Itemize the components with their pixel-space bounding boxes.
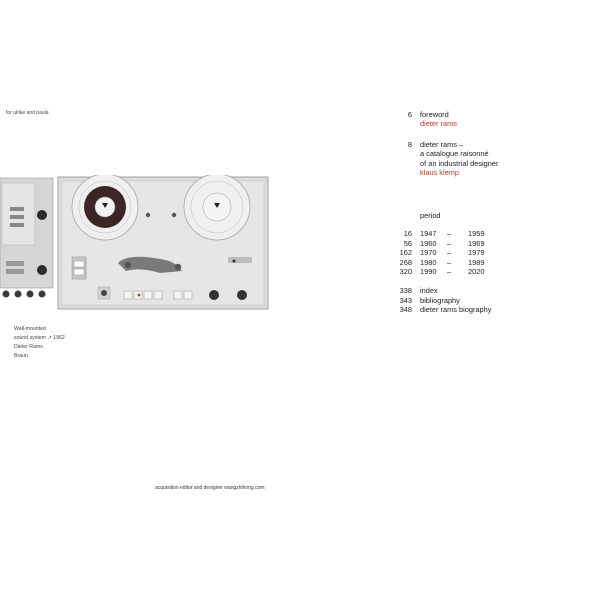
dedication: for ulrike and paula [6, 110, 49, 116]
left-speaker-unit [0, 178, 53, 298]
period-end: 1969 [468, 238, 485, 248]
toc-title: foreword [420, 110, 449, 119]
period-start: 1947 [420, 229, 437, 238]
photo-caption [14, 325, 65, 361]
period-dash: – [447, 257, 452, 267]
toc-page-number: 16 [403, 229, 412, 238]
period-start: 1970 [420, 248, 437, 257]
period-dash: – [447, 238, 452, 248]
toc-title: of an industrial designer [420, 158, 499, 168]
period-end: 1979 [468, 248, 485, 257]
toc-author: dieter rams [420, 119, 457, 129]
period-dash: – [447, 248, 452, 257]
caption-line: Wall-mounted [14, 326, 46, 332]
tape-recorder-unit [58, 175, 268, 309]
period-dash: – [447, 267, 452, 276]
toc-title: index [420, 286, 438, 295]
toc-page-number: 343 [399, 295, 412, 305]
toc-page-number: 348 [399, 305, 412, 314]
period-end: 2020 [468, 267, 485, 276]
period-heading: period [420, 211, 441, 220]
period-end: 1989 [468, 257, 485, 267]
period-start: 1980 [420, 257, 437, 267]
toc-page-number: 6 [407, 110, 412, 119]
toc-title: dieter rams – [420, 140, 464, 149]
toc-title: dieter rams biography [420, 305, 492, 314]
period-end: 1959 [468, 229, 485, 238]
colophon-credit: acquisition editor and designer wangzhihong.com [155, 485, 265, 491]
toc-page-number: 268 [399, 257, 412, 267]
toc-page-number: 162 [399, 248, 412, 257]
toc-page-number: 338 [399, 286, 412, 295]
caption-line: Braun [14, 353, 28, 359]
toc-page-number: 320 [399, 267, 412, 276]
product-photo [0, 175, 300, 315]
period-start: 1960 [420, 238, 437, 248]
table-of-contents [300, 0, 600, 600]
period-dash: – [447, 229, 452, 238]
caption-line: Dieter Rams [14, 344, 43, 350]
toc-author: klaus klemp [420, 168, 460, 178]
toc-page-number: 56 [403, 238, 412, 248]
toc-page-number: 8 [407, 140, 412, 149]
caption-line: sound system ↗ 1962 [14, 335, 65, 341]
period-start: 1990 [420, 267, 437, 276]
toc-title: bibliography [420, 295, 460, 305]
toc-title: a catalogue raisonné [420, 149, 489, 159]
